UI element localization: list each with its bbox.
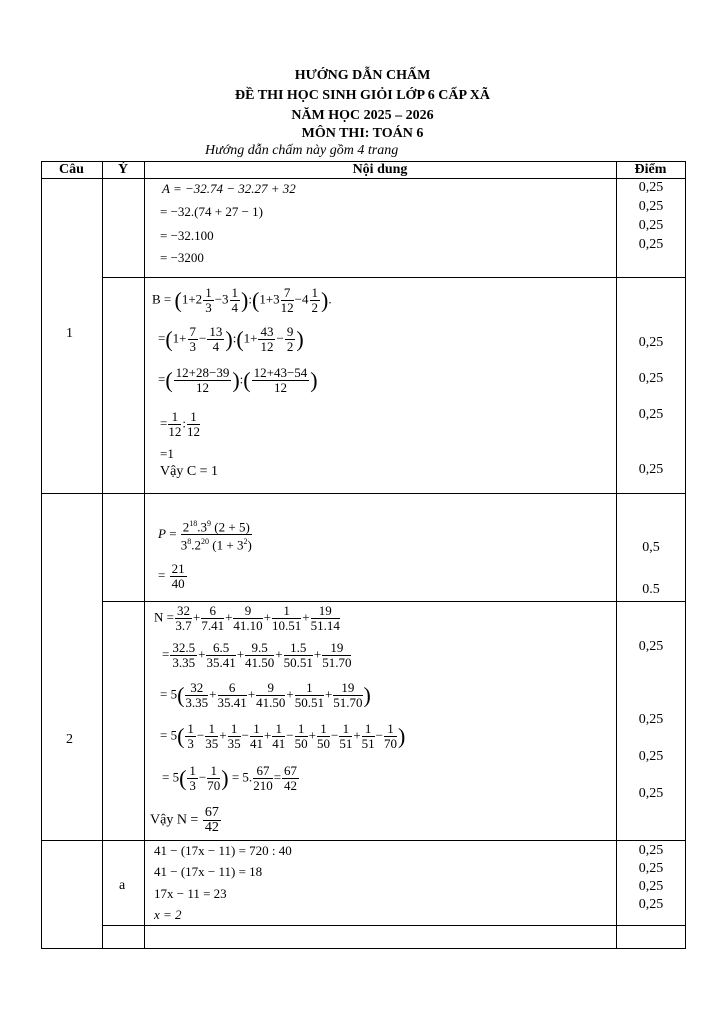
math-a2-line-2: 41 − (17x − 11) = 18	[154, 864, 263, 879]
title-line-3: NĂM HỌC 2025 – 2026	[291, 108, 434, 123]
math-b-line-1: B = (1+2 $\frac{1}{3}$ −3 $\frac{1}{4}$ ):(1+3 $\frac{7}{12}$ −4 $\frac{1}{2}$ ).	[152, 285, 332, 315]
conclusion-c: Vậy C = 1	[160, 464, 219, 479]
math-n-line-5: = 5( $\frac{1}{3}$ − $\frac{1}{70}$ ) = 5. $\frac{67}{210}$ = $\frac{67}{42}$	[162, 763, 298, 793]
part-a-label: a	[119, 878, 126, 893]
header-cau: Câu	[59, 162, 84, 177]
math-a-line-4: = −3200	[160, 250, 204, 265]
title-line-4: MÔN THI: TOÁN 6	[301, 126, 424, 141]
page-count-note: Hướng dẫn chấm này gồm 4 trang	[205, 143, 399, 158]
score-p-1: 0,5	[642, 540, 660, 555]
math-b-line-2: =(1+ $\frac{7}{3}$ − $\frac{13}{4}$ ):(1+ $\frac{43}{12}$ − $\frac{9}{2}$ )	[158, 324, 304, 354]
header-y: Ý	[117, 162, 129, 177]
score-a-2: 0,25	[638, 199, 664, 214]
score-a2-4: 0,25	[638, 897, 664, 912]
math-a-line-1: A = −32.74 − 32.27 + 32	[162, 181, 296, 196]
math-a-line-3: = −32.100	[160, 228, 214, 243]
question-1-number: 1	[66, 326, 73, 341]
conclusion-n: Vậy N = $\frac{67}{42}$	[150, 805, 219, 835]
math-n-line-4: = 5( $\frac{1}{3}$ − $\frac{1}{35}$ + $\frac{1}{35}$ − $\frac{1}{41}$ + $\frac{1}{41}$ − $\frac{1}{50}$ + $\frac{1}{50}$ − $\frac{1}{51}$ + $\frac{1}{51}$ − $\frac{1}{70}$ )	[160, 721, 406, 751]
math-p-line-1: P = $\frac{2^{18}.3^9 (2 + 5)}{3^8.2^{20} (1 + 3^2)}$	[158, 519, 252, 553]
math-b-line-5: =1	[160, 446, 174, 461]
math-a2-line-1: 41 − (17x − 11) = 720 : 40	[154, 843, 292, 858]
score-b-2: 0,25	[638, 371, 664, 386]
title-line-2: ĐỀ THI HỌC SINH GIỎI LỚP 6 CẤP XÃ	[235, 88, 490, 103]
math-n-line-1: N = $\frac{32}{3.7}$ + $\frac{6}{7.41}$ + $\frac{9}{41.10}$ + $\frac{1}{10.51}$ + $\frac{19}{51.14}$	[154, 603, 340, 633]
header-diem: Điểm	[634, 162, 667, 177]
math-n-line-3: = 5( $\frac{32}{3.35}$ + $\frac{6}{35.41}$ + $\frac{9}{41.50}$ + $\frac{1}{50.51}$ + $\frac{19}{51.70}$ )	[160, 680, 371, 710]
math-b-line-4: = $\frac{1}{12}$ : $\frac{1}{12}$	[160, 409, 200, 439]
conclusion-n-label: Vậy N =	[150, 812, 199, 828]
math-b-line-3: =( $\frac{12+28-39}{12}$ ):( $\frac{12+43-54}{12}$ )	[158, 365, 318, 395]
math-a2-line-4: x = 2	[154, 907, 182, 922]
score-n-4: 0,25	[638, 786, 664, 801]
score-n-3: 0,25	[638, 749, 664, 764]
math-a2-line-3: 17x − 11 = 23	[154, 886, 227, 901]
score-b-3: 0,25	[638, 407, 664, 422]
score-a-3: 0,25	[638, 218, 664, 233]
score-a2-3: 0,25	[638, 879, 664, 894]
header-noi-dung: Nội dung	[352, 162, 408, 177]
math-a-line-2: = −32.(74 + 27 − 1)	[160, 204, 263, 219]
score-n-1: 0,25	[638, 639, 664, 654]
score-a-1: 0,25	[638, 180, 664, 195]
math-n-line-2: = $\frac{32.5}{3.35}$ + $\frac{6.5}{35.41}$ + $\frac{9.5}{41.50}$ + $\frac{1.5}{50.51}$ + $\frac{19}{51.70}$	[162, 640, 352, 670]
question-2-number: 2	[66, 732, 73, 747]
score-p-2: 0.5	[642, 582, 660, 597]
score-a-4: 0,25	[638, 237, 664, 252]
score-a2-1: 0,25	[638, 843, 664, 858]
score-a2-2: 0,25	[638, 861, 664, 876]
score-b-1: 0,25	[638, 335, 664, 350]
score-n-2: 0,25	[638, 712, 664, 727]
math-p-line-2: = $\frac{21}{40}$	[158, 561, 185, 591]
score-b-4: 0,25	[638, 462, 664, 477]
title-line-1: HƯỚNG DẪN CHẤM	[294, 68, 431, 83]
